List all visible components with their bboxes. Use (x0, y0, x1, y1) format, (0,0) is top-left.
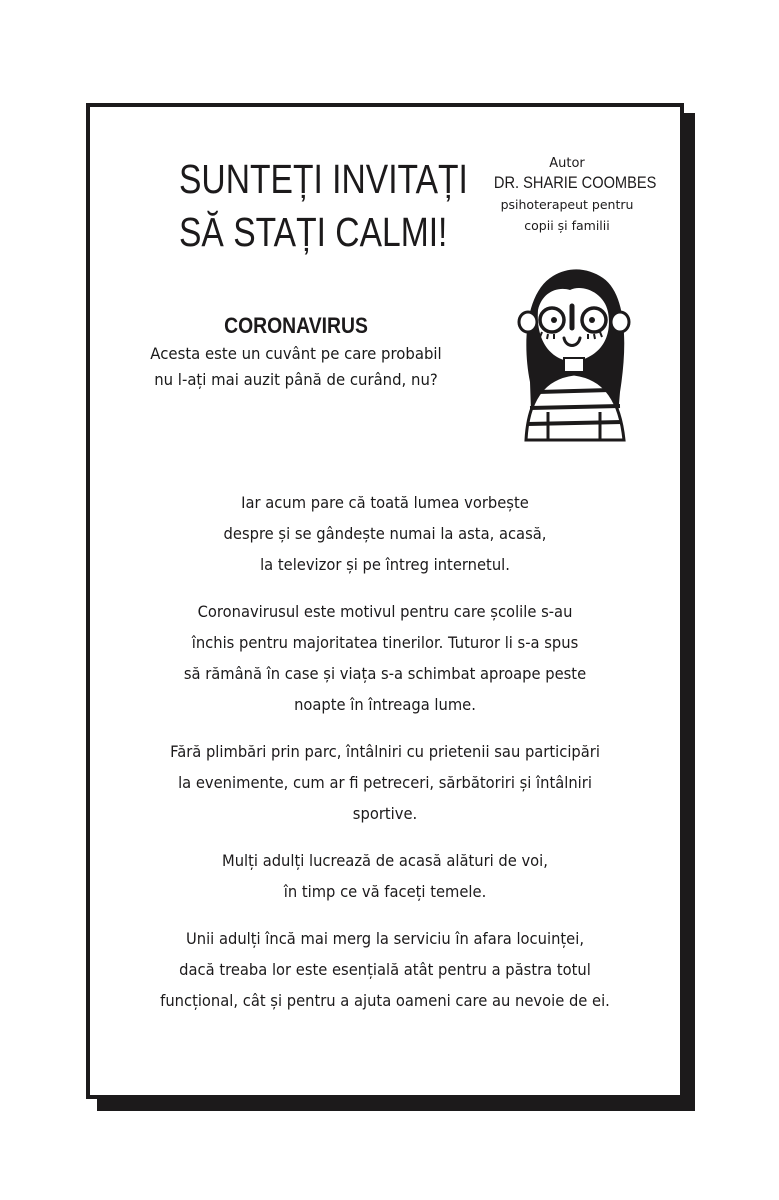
paragraph-line: sportive. (352, 804, 418, 823)
book-page (86, 103, 684, 1099)
title-line-1: SUNTEȚI INVITAȚI (179, 156, 468, 202)
paragraph-line: Fără plimbări prin parc, întâlniri cu prietenii sau participări (170, 742, 600, 761)
author-label: Autor (549, 156, 585, 171)
title-line-2: SĂ STAȚI CALMI! (179, 209, 448, 255)
paragraph-line: Mulți adulți lucrează de acasă alături de voi, (222, 851, 548, 870)
paragraph-1 (90, 487, 680, 580)
paragraph-line: Iar acum pare că toată lumea vorbește (241, 493, 529, 512)
page-title (179, 153, 468, 259)
paragraph-line: la televizor și pe întreg internetul. (260, 555, 510, 574)
paragraph-line: Unii adulți încă mai merg la serviciu în afara locuinței, (185, 929, 584, 948)
paragraph-3 (90, 736, 680, 829)
body-text (90, 487, 680, 1032)
paragraph-line: să rămână în case și viața s-a schimbat aproape peste (183, 664, 587, 683)
section-heading: CORONAVIRUS (224, 313, 368, 338)
intro-section (116, 311, 476, 393)
paragraph-line: noapte în întreaga lume. (294, 695, 476, 714)
paragraph-line: la evenimente, cum ar fi petreceri, sărbătoriri și întâlniri (178, 773, 592, 792)
author-name: DR. SHARIE COOMBES (493, 173, 657, 192)
paragraph-line: închis pentru majoritatea tinerilor. Tuturor li s-a spus (191, 633, 579, 652)
author-block (482, 155, 657, 236)
author-portrait-illustration (508, 262, 638, 452)
paragraph-4 (90, 845, 680, 907)
intro-line-1: Acesta este un cuvânt pe care probabil (150, 344, 442, 363)
intro-line-2: nu l-ați mai auzit până de curând, nu? (154, 370, 438, 389)
author-role-line-1: psihoterapeut pentru (500, 197, 634, 212)
paragraph-2 (90, 596, 680, 720)
paragraph-5 (90, 923, 680, 1016)
author-role-line-2: copii și familii (524, 218, 610, 233)
paragraph-line: în timp ce vă faceți temele. (283, 882, 487, 901)
paragraph-line: funcțional, cât și pentru a ajuta oameni care au nevoie de ei. (160, 991, 610, 1010)
paragraph-line: Coronavirusul este motivul pentru care școlile s-au (197, 602, 573, 621)
paragraph-line: dacă treaba lor este esențială atât pentru a păstra totul (179, 960, 591, 979)
paragraph-line: despre și se gândește numai la asta, acasă, (223, 524, 547, 543)
